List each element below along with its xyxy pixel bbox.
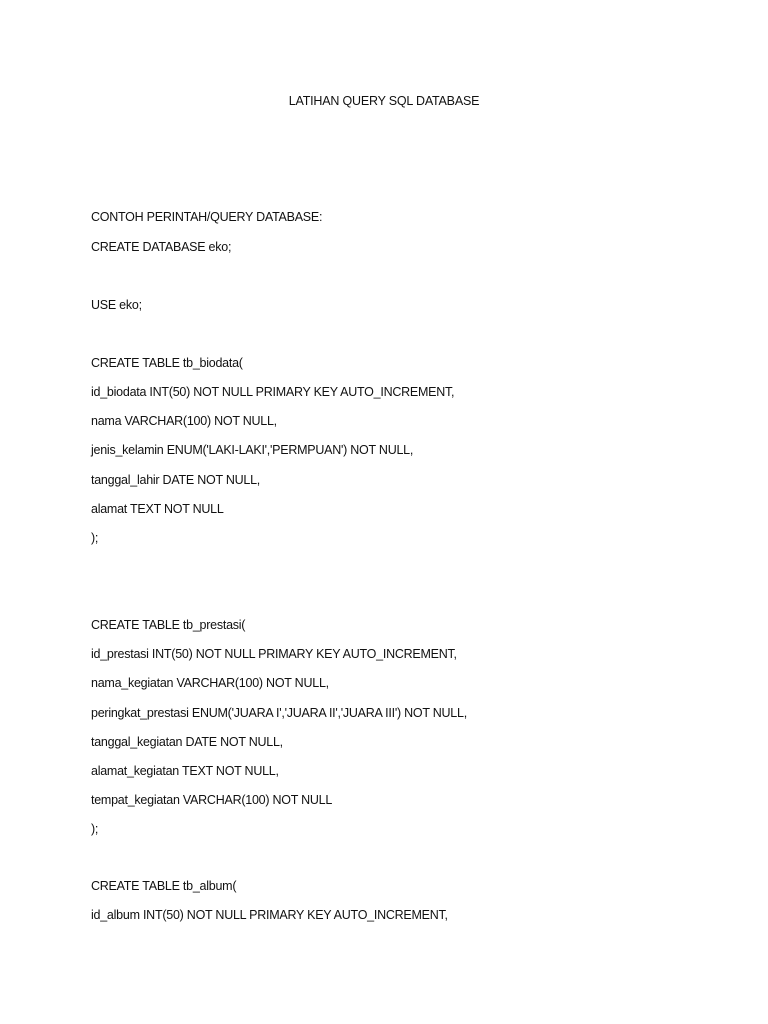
query-line: peringkat_prestasi ENUM('JUARA I','JUARA II','JUARA III') NOT NULL, [91, 706, 467, 720]
query-line: nama VARCHAR(100) NOT NULL, [91, 414, 277, 428]
query-line: alamat_kegiatan TEXT NOT NULL, [91, 764, 279, 778]
query-line: alamat TEXT NOT NULL [91, 502, 224, 516]
query-line: CREATE DATABASE eko; [91, 240, 232, 254]
query-line: id_biodata INT(50) NOT NULL PRIMARY KEY AUTO_INCREMENT, [91, 385, 455, 399]
query-line: CREATE TABLE tb_biodata( [91, 356, 243, 370]
query-line: tanggal_lahir DATE NOT NULL, [91, 473, 261, 487]
query-line: nama_kegiatan VARCHAR(100) NOT NULL, [91, 676, 329, 690]
query-line: USE eko; [91, 298, 142, 312]
query-line: jenis_kelamin ENUM('LAKI-LAKI','PERMPUAN') NOT NULL, [91, 443, 414, 457]
section-heading: CONTOH PERINTAH/QUERY DATABASE: [91, 210, 323, 224]
query-line: id_album INT(50) NOT NULL PRIMARY KEY AUTO_INCREMENT, [91, 908, 448, 922]
query-line: ); [91, 531, 99, 545]
query-line: CREATE TABLE tb_prestasi( [91, 618, 246, 632]
query-line: tanggal_kegiatan DATE NOT NULL, [91, 735, 283, 749]
query-line: CREATE TABLE tb_album( [91, 879, 237, 893]
document-title: LATIHAN QUERY SQL DATABASE [288, 94, 480, 108]
query-line: id_prestasi INT(50) NOT NULL PRIMARY KEY AUTO_INCREMENT, [91, 647, 457, 661]
query-line: ); [91, 822, 99, 836]
query-line: tempat_kegiatan VARCHAR(100) NOT NULL [91, 793, 333, 807]
